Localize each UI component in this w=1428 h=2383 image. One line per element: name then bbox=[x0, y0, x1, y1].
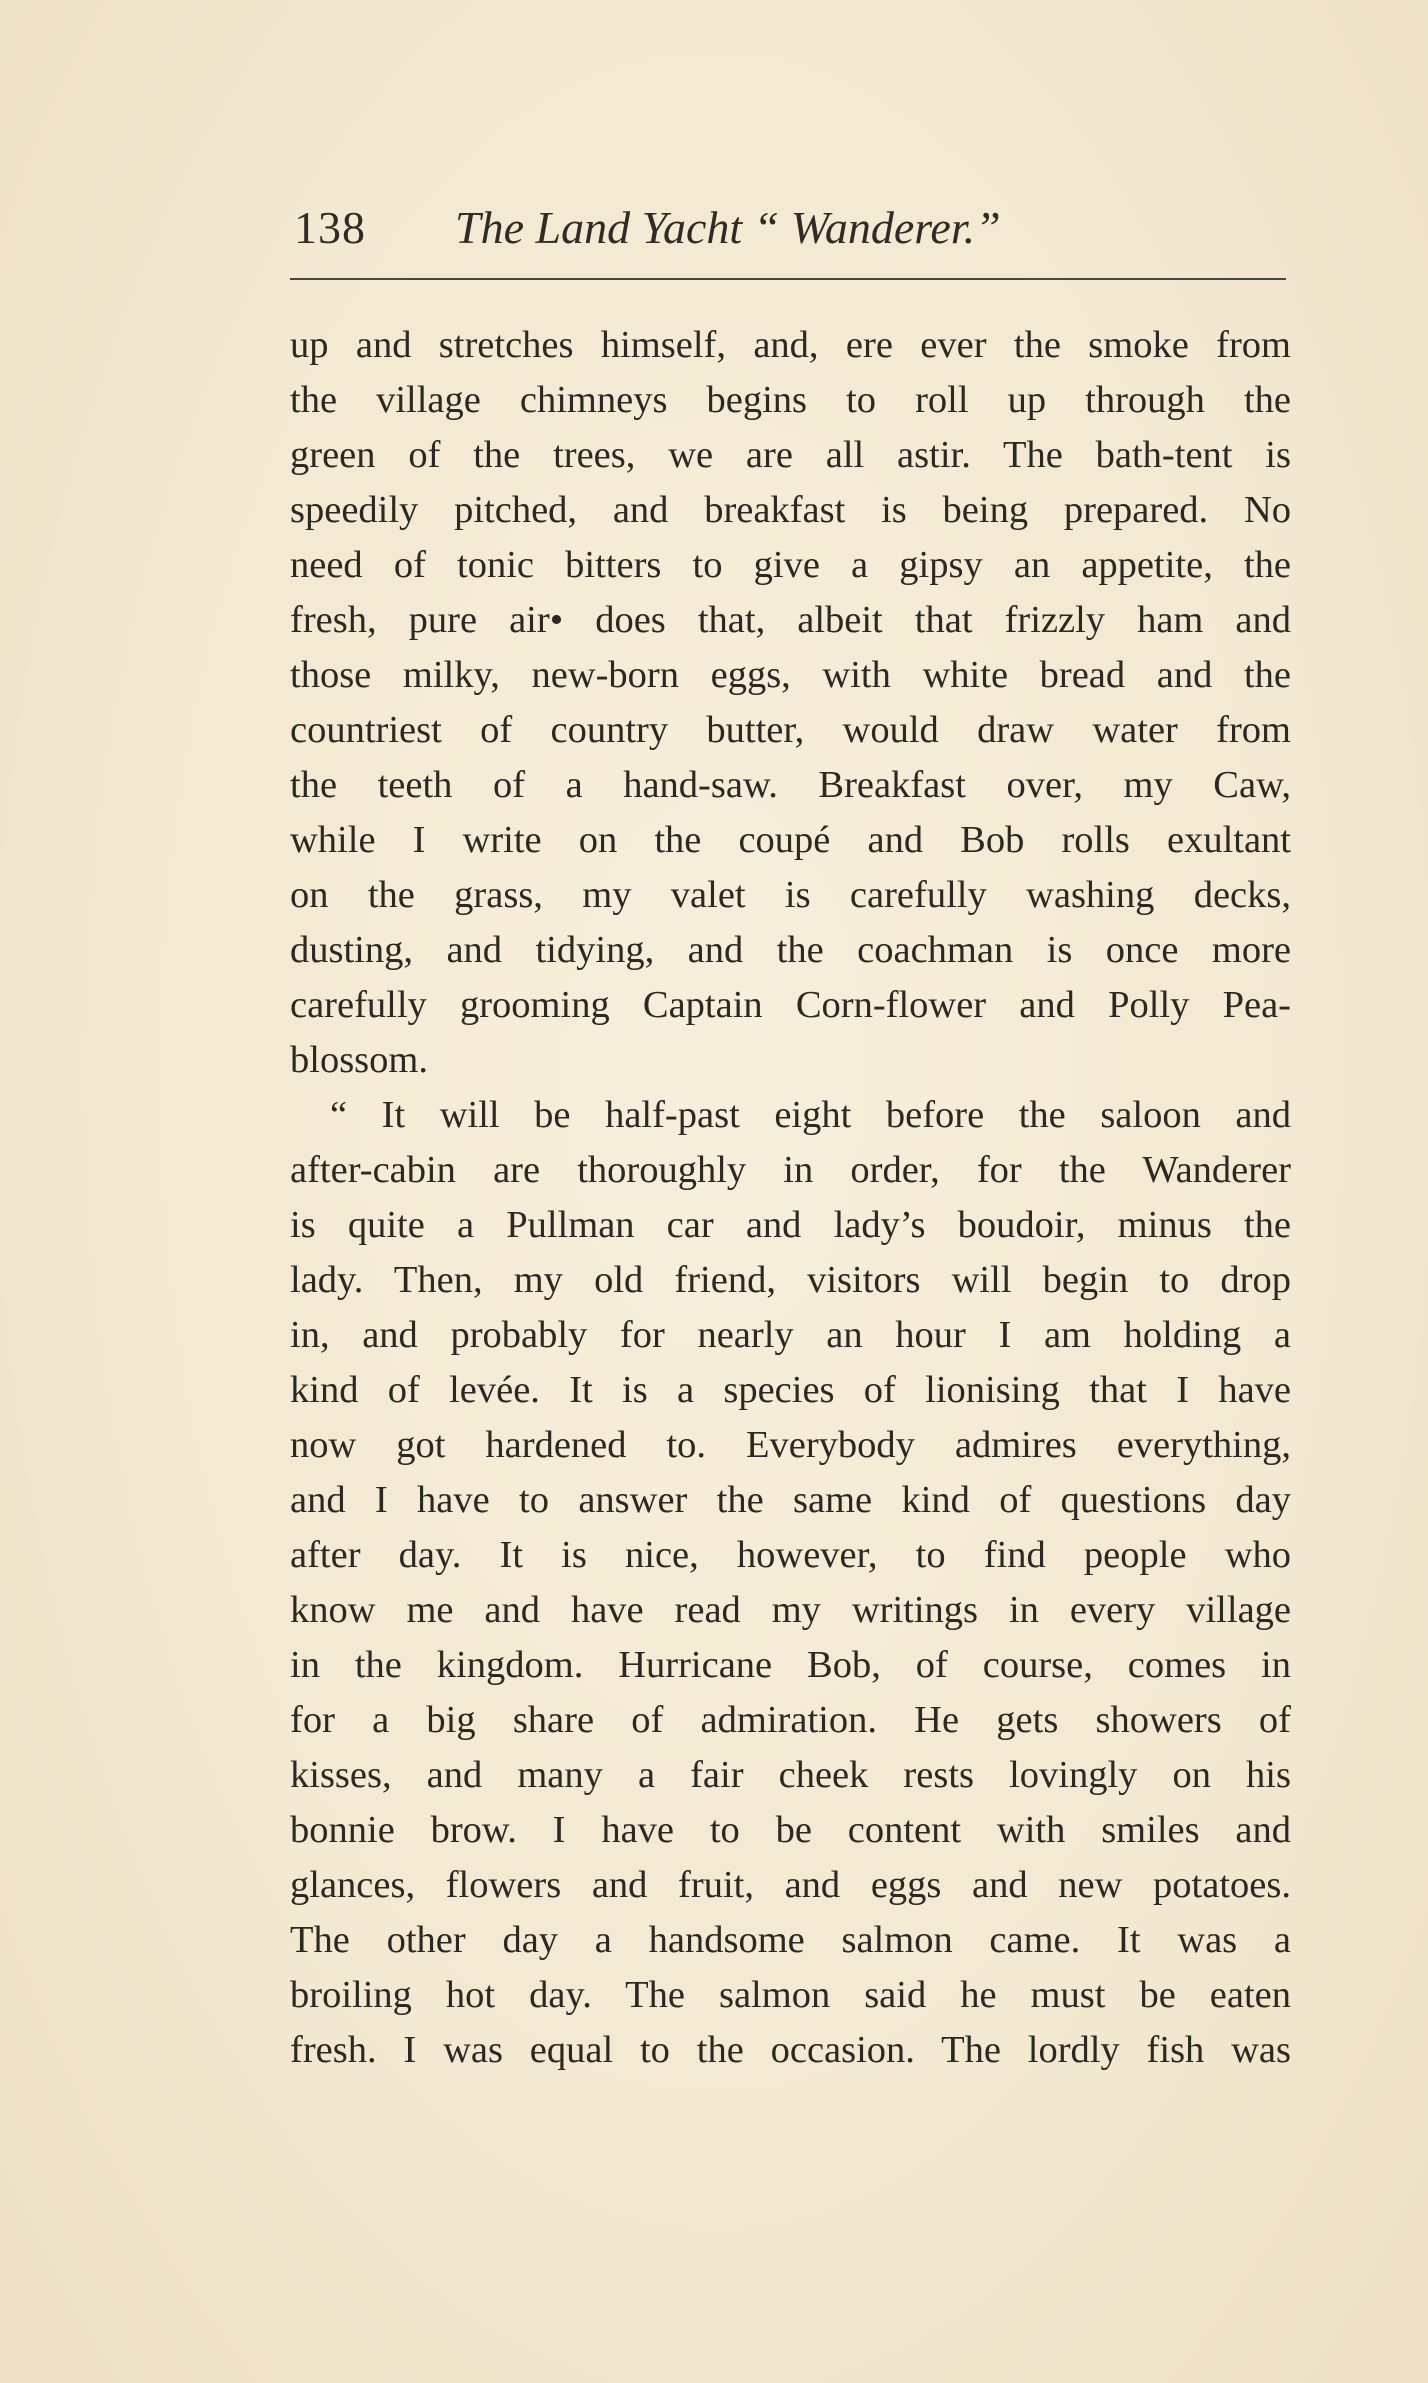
text-line: countriest of country butter, would draw water from bbox=[290, 709, 1291, 751]
text-line: bonnie brow. I have to be content with smiles and bbox=[290, 1809, 1291, 1851]
text-line: know me and have read my writings in every village bbox=[290, 1589, 1291, 1631]
text-line: broiling hot day. The salmon said he must be eaten bbox=[290, 1974, 1291, 2016]
text-line: speedily pitched, and breakfast is being prepared. No bbox=[290, 489, 1291, 531]
text-line: on the grass, my valet is carefully washing decks, bbox=[290, 874, 1291, 916]
text-line: in, and probably for nearly an hour I am holding a bbox=[290, 1314, 1291, 1356]
text-line: the teeth of a hand-saw. Breakfast over, my Caw, bbox=[290, 764, 1291, 806]
running-title: The Land Yacht “ Wanderer.” bbox=[455, 202, 1001, 253]
text-line: fresh, pure air• does that, albeit that frizzly ham and bbox=[290, 599, 1291, 641]
text-line: those milky, new-born eggs, with white bread and the bbox=[290, 654, 1291, 696]
text-line: after-cabin are thoroughly in order, for the Wanderer bbox=[290, 1149, 1291, 1191]
text-line: the village chimneys begins to roll up through the bbox=[290, 379, 1291, 421]
text-line: fresh. I was equal to the occasion. The lordly fish was bbox=[290, 2029, 1291, 2071]
paragraph-start-line: “ It will be half-past eight before the saloon and bbox=[330, 1094, 1291, 1136]
text-line: for a big share of admiration. He gets showers of bbox=[290, 1699, 1291, 1741]
text-line: after day. It is nice, however, to find people who bbox=[290, 1534, 1291, 1576]
body-text bbox=[290, 318, 1291, 2078]
text-line: blossom. bbox=[290, 1039, 428, 1081]
page-header bbox=[290, 198, 1285, 258]
page-number: 138 bbox=[294, 202, 366, 253]
text-line: and I have to answer the same kind of questions day bbox=[290, 1479, 1291, 1521]
text-line: up and stretches himself, and, ere ever the smoke from bbox=[290, 324, 1291, 366]
text-line: kisses, and many a fair cheek rests lovingly on his bbox=[290, 1754, 1291, 1796]
text-line: in the kingdom. Hurricane Bob, of course, comes in bbox=[290, 1644, 1291, 1686]
text-line: The other day a handsome salmon came. It was a bbox=[290, 1919, 1291, 1961]
text-line: green of the trees, we are all astir. The bath-tent is bbox=[290, 434, 1291, 476]
text-line: lady. Then, my old friend, visitors will begin to drop bbox=[290, 1259, 1291, 1301]
text-line: kind of levée. It is a species of lionising that I have bbox=[290, 1369, 1291, 1411]
text-line: carefully grooming Captain Corn-flower and Polly Pea- bbox=[290, 984, 1291, 1026]
text-line: is quite a Pullman car and lady’s boudoir, minus the bbox=[290, 1204, 1291, 1246]
text-line: glances, flowers and fruit, and eggs and new potatoes. bbox=[290, 1864, 1291, 1906]
text-line: need of tonic bitters to give a gipsy an appetite, the bbox=[290, 544, 1291, 586]
text-line: now got hardened to. Everybody admires everything, bbox=[290, 1424, 1291, 1466]
header-rule bbox=[290, 278, 1286, 280]
text-line: dusting, and tidying, and the coachman is once more bbox=[290, 929, 1291, 971]
text-line: while I write on the coupé and Bob rolls exultant bbox=[290, 819, 1291, 861]
